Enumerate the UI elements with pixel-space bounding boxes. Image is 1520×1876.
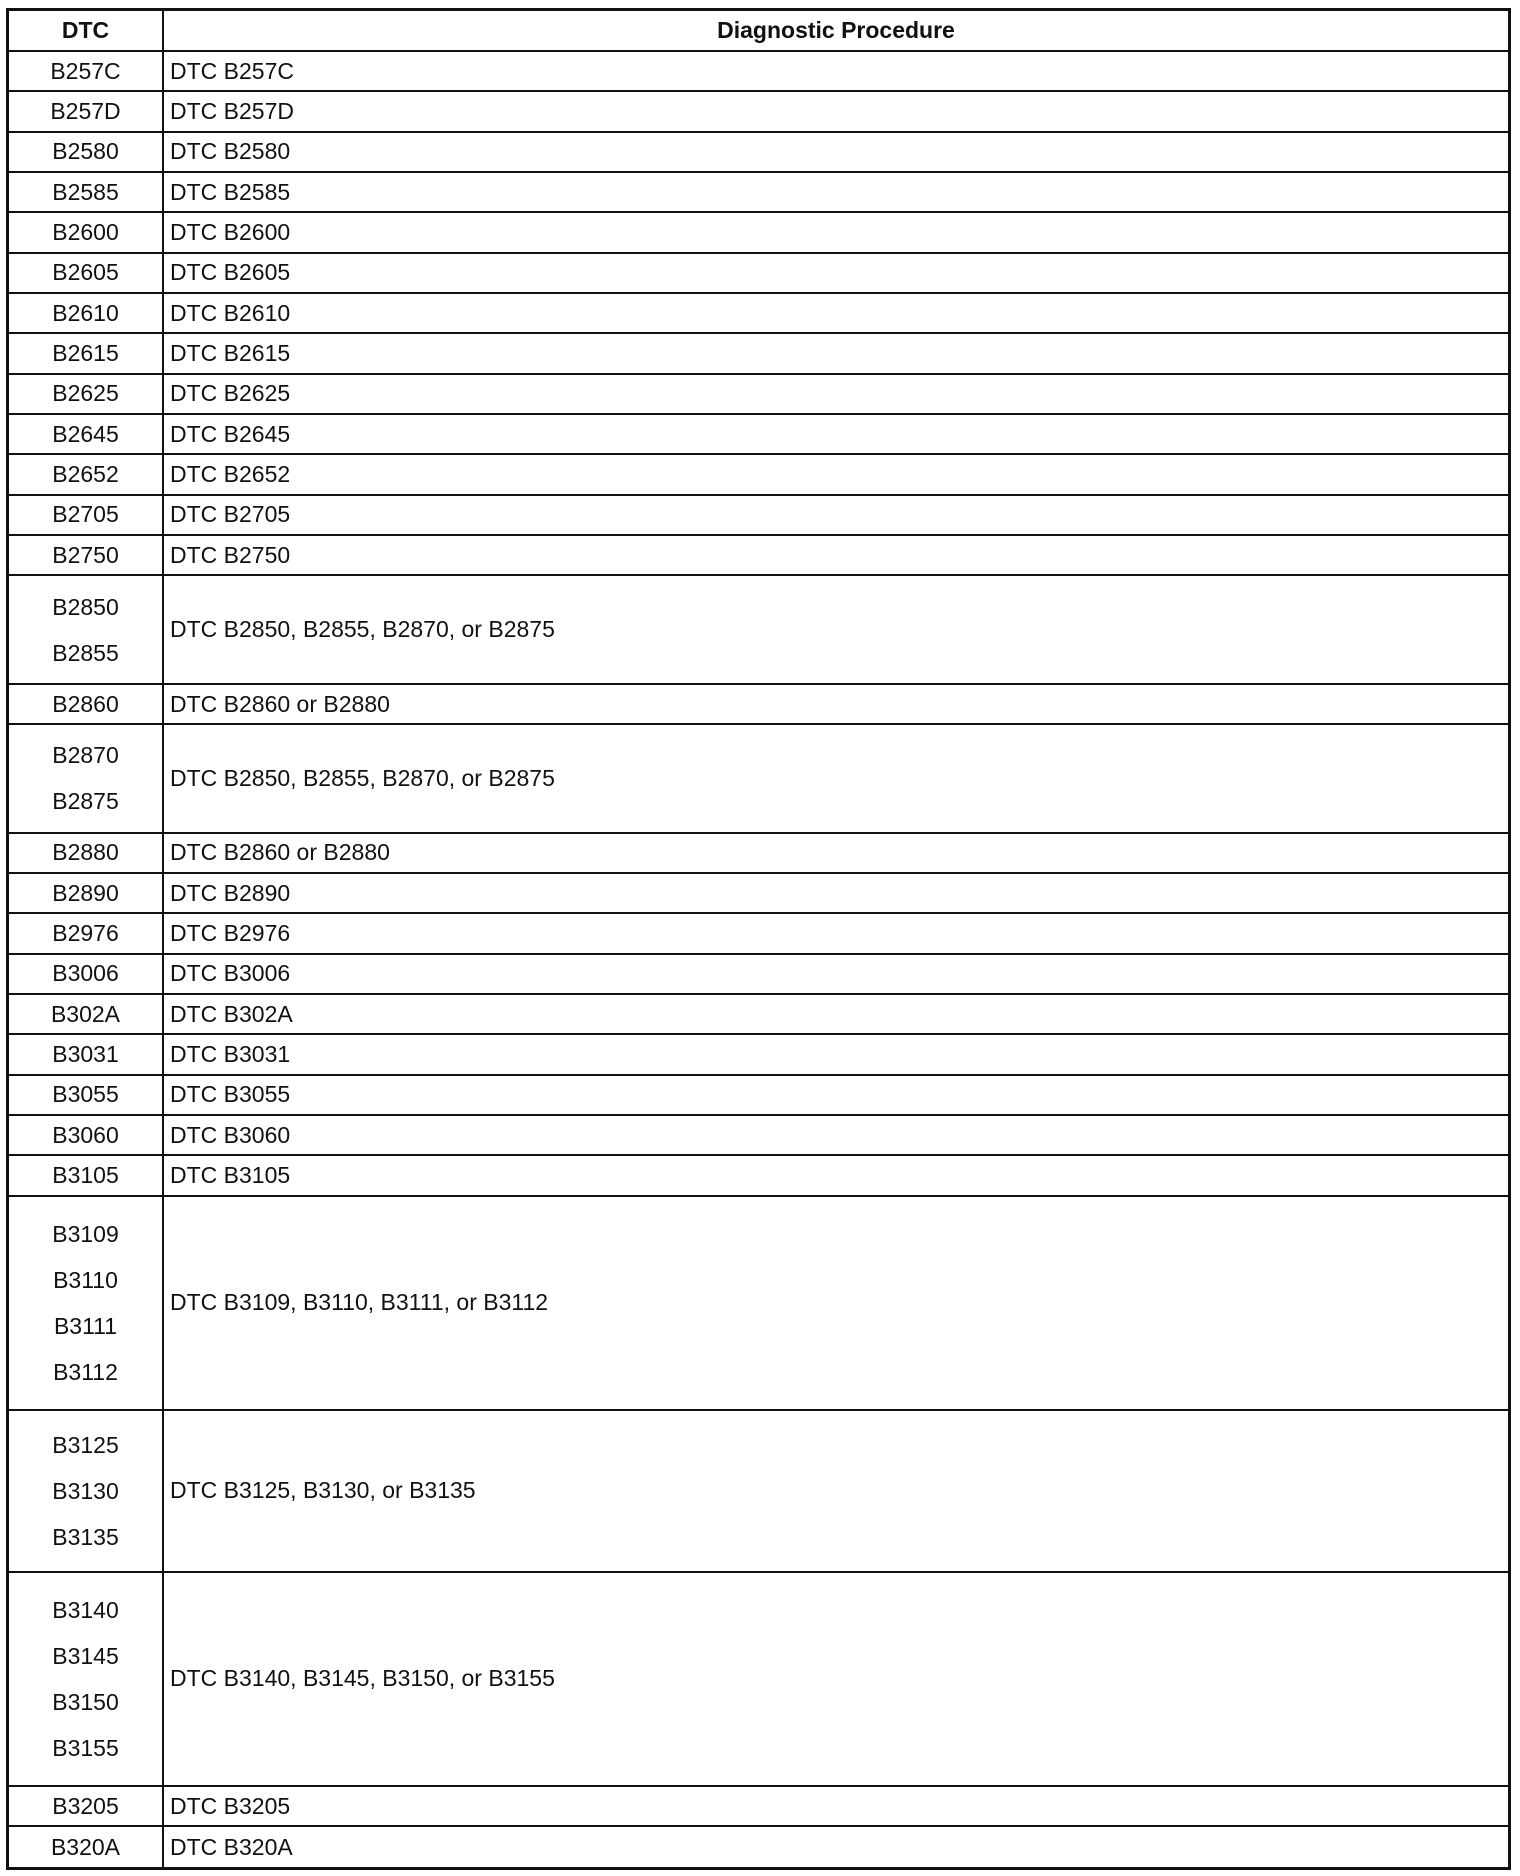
diagnostic-procedure-cell bbox=[163, 954, 1508, 994]
table-row bbox=[9, 1155, 1508, 1195]
dtc-table bbox=[9, 11, 1508, 1867]
dtc-code: B2585 bbox=[52, 178, 119, 205]
table-row bbox=[9, 1115, 1508, 1155]
diagnostic-procedure-cell bbox=[163, 575, 1508, 683]
dtc-code-cell bbox=[9, 1196, 163, 1410]
dtc-code: B2890 bbox=[52, 879, 119, 906]
dtc-code: B2652 bbox=[52, 461, 119, 488]
diagnostic-procedure-link: DTC B3205 bbox=[170, 1792, 291, 1819]
table-body bbox=[9, 51, 1508, 1867]
diagnostic-procedure-link: DTC B2976 bbox=[170, 919, 291, 946]
table-row bbox=[9, 684, 1508, 724]
dtc-code-cell bbox=[9, 994, 163, 1034]
table-row bbox=[9, 954, 1508, 994]
diagnostic-procedure-cell bbox=[163, 873, 1508, 913]
dtc-code: B3150 bbox=[52, 1688, 119, 1715]
diagnostic-procedure-cell bbox=[163, 414, 1508, 454]
diagnostic-procedure-link: DTC B3140, B3145, B3150, or B3155 bbox=[170, 1665, 555, 1692]
table-row bbox=[9, 873, 1508, 913]
dtc-code: B3110 bbox=[53, 1266, 118, 1293]
dtc-code-cell bbox=[9, 1155, 163, 1195]
table-row bbox=[9, 414, 1508, 454]
dtc-code: B2875 bbox=[52, 788, 119, 815]
diagnostic-procedure-cell bbox=[163, 1410, 1508, 1571]
diagnostic-procedure-link: DTC B257C bbox=[170, 57, 294, 84]
dtc-code: B302A bbox=[50, 1000, 121, 1027]
table-row bbox=[9, 724, 1508, 832]
dtc-code: B3055 bbox=[52, 1081, 119, 1108]
diagnostic-procedure-cell bbox=[163, 1196, 1508, 1410]
diagnostic-procedure-link: DTC B2890 bbox=[170, 879, 291, 906]
dtc-code-cell bbox=[9, 1410, 163, 1571]
diagnostic-procedure-cell bbox=[163, 91, 1508, 131]
table-row bbox=[9, 1572, 1508, 1786]
dtc-code: B2860 bbox=[52, 690, 119, 717]
diagnostic-procedure-link: DTC B3105 bbox=[170, 1161, 291, 1188]
diagnostic-procedure-link: DTC B2580 bbox=[170, 138, 291, 165]
dtc-code-cell bbox=[9, 495, 163, 535]
dtc-code-cell bbox=[9, 575, 163, 683]
dtc-code: B3031 bbox=[52, 1040, 119, 1067]
dtc-code-cell bbox=[9, 873, 163, 913]
table-row bbox=[9, 1196, 1508, 1410]
diagnostic-procedure-link: DTC B302A bbox=[170, 1000, 293, 1027]
dtc-code: B3130 bbox=[52, 1477, 119, 1504]
table-row bbox=[9, 913, 1508, 953]
dtc-code: B3125 bbox=[52, 1431, 119, 1458]
dtc-code-cell bbox=[9, 51, 163, 91]
diagnostic-procedure-cell bbox=[163, 1115, 1508, 1155]
dtc-code-cell bbox=[9, 535, 163, 575]
diagnostic-procedure-cell bbox=[163, 253, 1508, 293]
diagnostic-procedure-cell bbox=[163, 1075, 1508, 1115]
header-diagnostic-procedure: Diagnostic Procedure bbox=[163, 11, 1508, 51]
dtc-code-cell bbox=[9, 374, 163, 414]
diagnostic-procedure-link: DTC B2610 bbox=[170, 299, 291, 326]
dtc-code-cell bbox=[9, 1572, 163, 1786]
diagnostic-procedure-cell bbox=[163, 495, 1508, 535]
dtc-code-cell bbox=[9, 913, 163, 953]
dtc-code: B320A bbox=[50, 1833, 121, 1860]
table-row bbox=[9, 293, 1508, 333]
table-row bbox=[9, 833, 1508, 873]
dtc-code: B3205 bbox=[52, 1792, 119, 1819]
diagnostic-procedure-cell bbox=[163, 1034, 1508, 1074]
diagnostic-procedure-link: DTC B2600 bbox=[170, 219, 291, 246]
diagnostic-procedure-cell bbox=[163, 833, 1508, 873]
dtc-code: B2880 bbox=[52, 839, 119, 866]
table-row bbox=[9, 1826, 1508, 1867]
dtc-code: B2625 bbox=[52, 380, 119, 407]
dtc-code: B257C bbox=[50, 57, 121, 84]
diagnostic-procedure-link: DTC B2615 bbox=[170, 340, 291, 367]
dtc-code-cell bbox=[9, 1034, 163, 1074]
table-row bbox=[9, 212, 1508, 252]
diagnostic-procedure-cell bbox=[163, 132, 1508, 172]
dtc-code: B2870 bbox=[52, 742, 119, 769]
diagnostic-procedure-cell bbox=[163, 374, 1508, 414]
table-row bbox=[9, 535, 1508, 575]
diagnostic-procedure-link: DTC B3006 bbox=[170, 960, 291, 987]
diagnostic-procedure-cell bbox=[163, 724, 1508, 832]
diagnostic-procedure-link: DTC B2850, B2855, B2870, or B2875 bbox=[170, 764, 555, 791]
dtc-code-cell bbox=[9, 414, 163, 454]
diagnostic-procedure-link: DTC B2850, B2855, B2870, or B2875 bbox=[170, 616, 555, 643]
table-row bbox=[9, 172, 1508, 212]
dtc-code-cell bbox=[9, 253, 163, 293]
dtc-code: B2705 bbox=[52, 501, 119, 528]
dtc-code-cell bbox=[9, 954, 163, 994]
diagnostic-procedure-link: DTC B2585 bbox=[170, 178, 291, 205]
diagnostic-procedure-link: DTC B2652 bbox=[170, 461, 291, 488]
table-row bbox=[9, 51, 1508, 91]
diagnostic-procedure-link: DTC B2750 bbox=[170, 541, 291, 568]
dtc-code-cell bbox=[9, 833, 163, 873]
table-row bbox=[9, 575, 1508, 683]
diagnostic-procedure-cell bbox=[163, 1786, 1508, 1826]
dtc-code: B3112 bbox=[53, 1358, 118, 1385]
dtc-code: B2850 bbox=[52, 593, 119, 620]
dtc-code: B3105 bbox=[52, 1161, 119, 1188]
dtc-table-container bbox=[6, 8, 1511, 1870]
diagnostic-procedure-cell bbox=[163, 333, 1508, 373]
diagnostic-procedure-link: DTC B3031 bbox=[170, 1040, 291, 1067]
diagnostic-procedure-cell bbox=[163, 913, 1508, 953]
diagnostic-procedure-cell bbox=[163, 994, 1508, 1034]
table-row bbox=[9, 1410, 1508, 1571]
diagnostic-procedure-cell bbox=[163, 212, 1508, 252]
dtc-code-cell bbox=[9, 212, 163, 252]
diagnostic-procedure-cell bbox=[163, 1572, 1508, 1786]
diagnostic-procedure-link: DTC B2625 bbox=[170, 380, 291, 407]
dtc-code: B3135 bbox=[52, 1523, 119, 1550]
table-row bbox=[9, 132, 1508, 172]
header-dtc: DTC bbox=[9, 11, 163, 51]
diagnostic-procedure-link: DTC B3125, B3130, or B3135 bbox=[170, 1477, 476, 1504]
diagnostic-procedure-link: DTC B2705 bbox=[170, 501, 291, 528]
dtc-code-cell bbox=[9, 91, 163, 131]
dtc-code-cell bbox=[9, 132, 163, 172]
dtc-code-cell bbox=[9, 454, 163, 494]
table-header-row bbox=[9, 11, 1508, 51]
dtc-code: B3111 bbox=[53, 1312, 118, 1339]
dtc-code: B3060 bbox=[52, 1121, 119, 1148]
diagnostic-procedure-cell bbox=[163, 1826, 1508, 1867]
diagnostic-procedure-link: DTC B3060 bbox=[170, 1121, 291, 1148]
table-row bbox=[9, 994, 1508, 1034]
dtc-code: B2610 bbox=[52, 299, 119, 326]
table-row bbox=[9, 91, 1508, 131]
dtc-code: B2976 bbox=[52, 919, 119, 946]
dtc-code: B2855 bbox=[52, 639, 119, 666]
diagnostic-procedure-cell bbox=[163, 293, 1508, 333]
dtc-code: B2645 bbox=[52, 420, 119, 447]
dtc-code: B3145 bbox=[52, 1642, 119, 1669]
dtc-code-cell bbox=[9, 1075, 163, 1115]
dtc-code: B3155 bbox=[52, 1734, 119, 1761]
diagnostic-procedure-cell bbox=[163, 535, 1508, 575]
dtc-code: B257D bbox=[50, 98, 121, 125]
dtc-code: B3109 bbox=[52, 1220, 119, 1247]
diagnostic-procedure-cell bbox=[163, 684, 1508, 724]
dtc-code: B2615 bbox=[52, 340, 119, 367]
diagnostic-procedure-link: DTC B2645 bbox=[170, 420, 291, 447]
diagnostic-procedure-cell bbox=[163, 1155, 1508, 1195]
dtc-code: B2605 bbox=[52, 259, 119, 286]
table-row bbox=[9, 1034, 1508, 1074]
dtc-code-cell bbox=[9, 293, 163, 333]
table-row bbox=[9, 253, 1508, 293]
diagnostic-procedure-cell bbox=[163, 172, 1508, 212]
table-row bbox=[9, 495, 1508, 535]
diagnostic-procedure-link: DTC B3109, B3110, B3111, or B3112 bbox=[170, 1289, 549, 1316]
table-row bbox=[9, 374, 1508, 414]
diagnostic-procedure-cell bbox=[163, 454, 1508, 494]
table-row bbox=[9, 1075, 1508, 1115]
dtc-code-cell bbox=[9, 172, 163, 212]
dtc-code-cell bbox=[9, 1786, 163, 1826]
diagnostic-procedure-link: DTC B257D bbox=[170, 98, 294, 125]
table-row bbox=[9, 333, 1508, 373]
diagnostic-procedure-link: DTC B2860 or B2880 bbox=[170, 690, 390, 717]
diagnostic-procedure-link: DTC B320A bbox=[170, 1833, 293, 1860]
dtc-code-cell bbox=[9, 333, 163, 373]
dtc-code: B3140 bbox=[52, 1596, 119, 1623]
dtc-code-cell bbox=[9, 1115, 163, 1155]
dtc-code: B2750 bbox=[52, 541, 119, 568]
dtc-code: B3006 bbox=[52, 960, 119, 987]
dtc-code-cell bbox=[9, 684, 163, 724]
diagnostic-procedure-link: DTC B2860 or B2880 bbox=[170, 839, 390, 866]
table-row bbox=[9, 454, 1508, 494]
diagnostic-procedure-link: DTC B3055 bbox=[170, 1081, 291, 1108]
dtc-code-cell bbox=[9, 724, 163, 832]
diagnostic-procedure-cell bbox=[163, 51, 1508, 91]
dtc-code: B2600 bbox=[52, 219, 119, 246]
dtc-code-cell bbox=[9, 1826, 163, 1867]
dtc-code: B2580 bbox=[52, 138, 119, 165]
table-row bbox=[9, 1786, 1508, 1826]
diagnostic-procedure-link: DTC B2605 bbox=[170, 259, 291, 286]
